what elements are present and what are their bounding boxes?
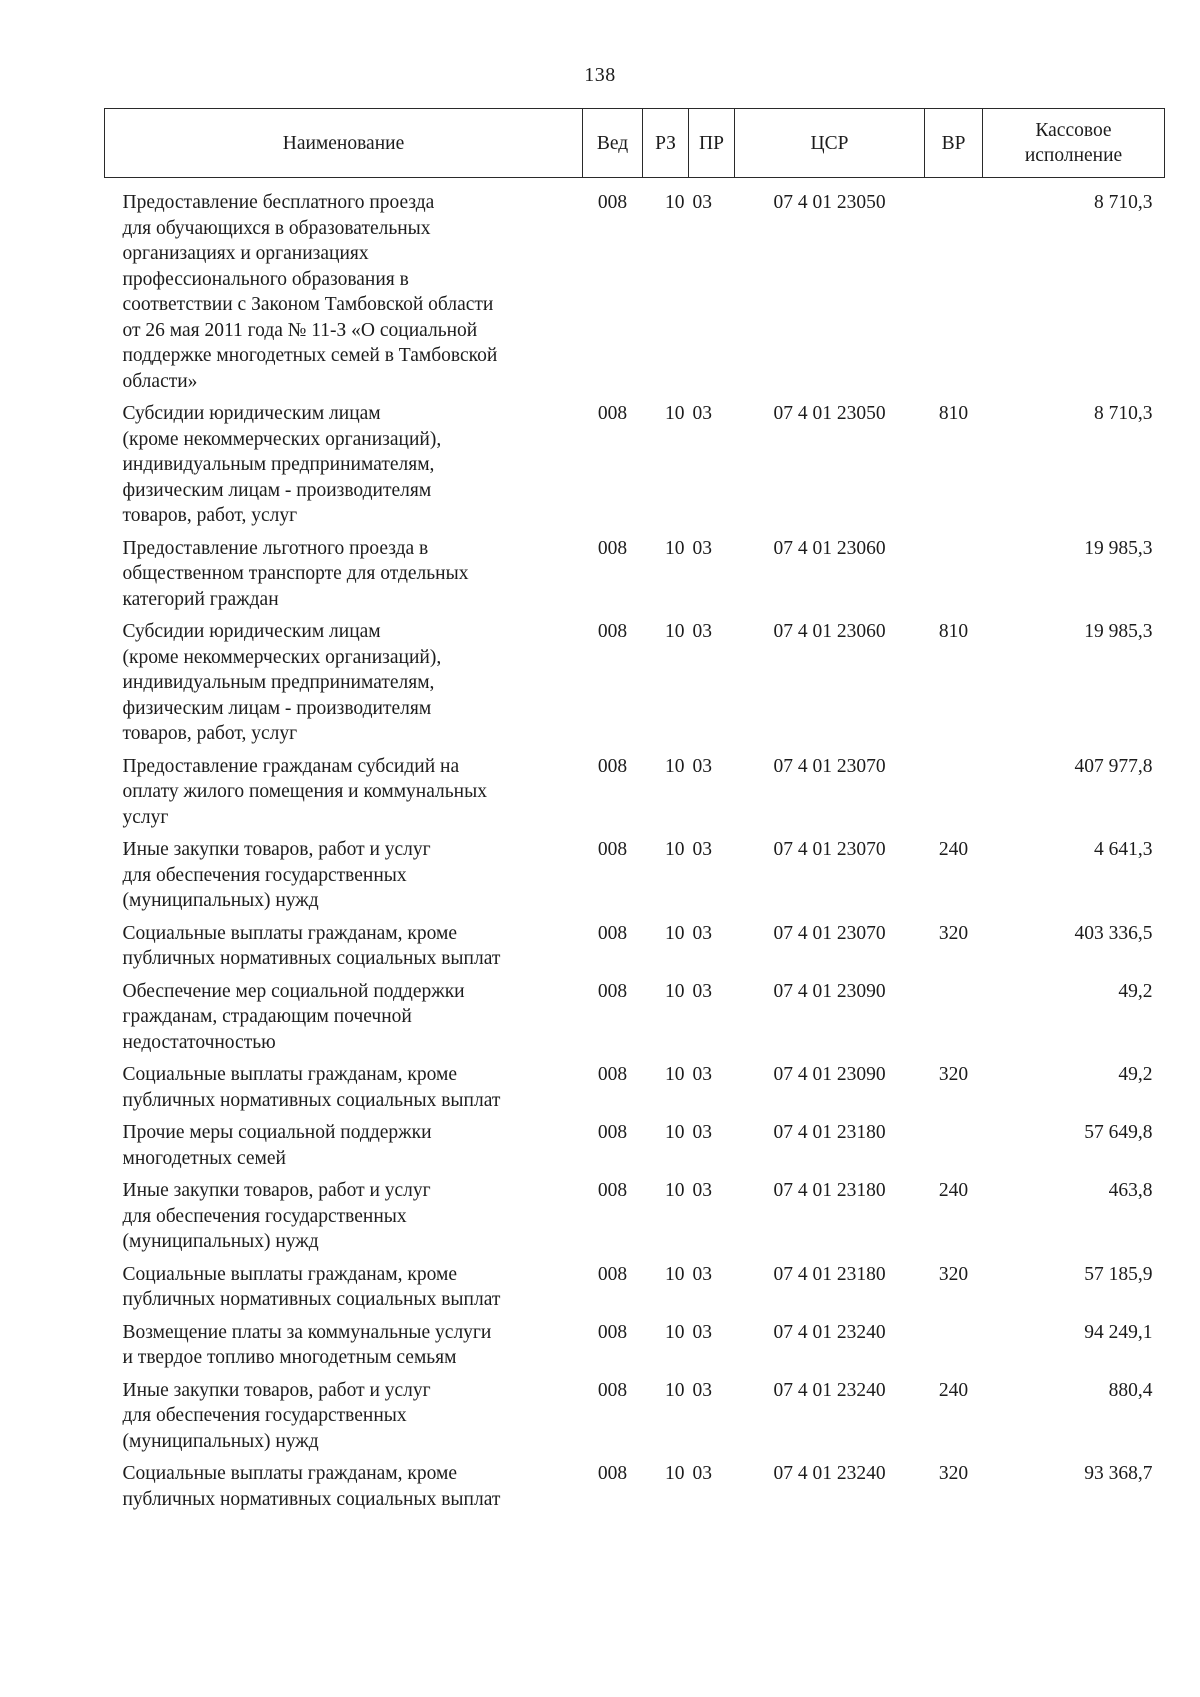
cell-vr: 240 (938, 1379, 969, 1401)
cell-ved: 008 (597, 839, 628, 860)
cell-csr: 07 4 01 23240 (773, 1379, 886, 1401)
cell-name: Предоставление бесплатного проезда для обучающихся в образовательных организациях и организациях профессионального образования в соответствии с Законом Тамбовской области от 26 мая 2011 года № 11-З «О социальной поддержке многодетных семей в Тамбовской области» (122, 192, 498, 392)
cell-vr (925, 751, 983, 835)
cell-name: Социальные выплаты гражданам, кроме публичных нормативных социальных выплат (122, 1263, 501, 1310)
cell-ved: 008 (597, 1064, 628, 1085)
cell-vr (925, 533, 983, 617)
cell-ved: 008 (597, 537, 628, 559)
cell-vr: 320 (938, 1463, 969, 1484)
cell-name: Социальные выплаты гражданам, кроме публичных нормативных социальных выплат (122, 922, 501, 969)
table-row (105, 1259, 1165, 1317)
cell-pr: 03 (692, 621, 712, 642)
cell-ved: 008 (597, 922, 628, 944)
cell-pr: 03 (692, 192, 712, 213)
cell-vr (925, 178, 983, 399)
table-body (105, 178, 1165, 1517)
cell-csr: 07 4 01 23070 (773, 755, 886, 777)
cell-ved: 008 (597, 1463, 628, 1484)
cell-sum: 93 368,7 (1084, 1463, 1153, 1484)
cell-sum: 19 985,3 (1084, 537, 1153, 559)
header-ved: Вед (583, 109, 643, 178)
header-row (105, 109, 1165, 178)
cell-rz: 10 (665, 839, 685, 860)
table-row (105, 1059, 1165, 1117)
cell-name: Иные закупки товаров, работ и услуг для обеспечения государственных (муниципальных) нужд (122, 839, 431, 911)
cell-sum: 407 977,8 (1074, 755, 1153, 777)
cell-vr (925, 976, 983, 1060)
cell-ved: 008 (597, 1180, 628, 1201)
cell-csr: 07 4 01 23180 (773, 1263, 886, 1285)
cell-name: Предоставление гражданам субсидий на оплату жилого помещения и коммунальных услуг (122, 755, 487, 828)
cell-sum: 4 641,3 (1094, 839, 1153, 860)
cell-csr: 07 4 01 23090 (773, 980, 886, 1002)
cell-sum: 49,2 (1118, 1064, 1153, 1085)
cell-vr: 810 (938, 403, 969, 424)
cell-name: Социальные выплаты гражданам, кроме публичных нормативных социальных выплат (122, 1064, 501, 1111)
cell-rz: 10 (665, 192, 685, 213)
table-row (105, 918, 1165, 976)
cell-name: Предоставление льготного проезда в общественном транспорте для отдельных категорий граждан (122, 537, 469, 610)
cell-csr: 07 4 01 23050 (773, 403, 886, 424)
cell-pr: 03 (692, 980, 712, 1002)
cell-rz: 10 (665, 1463, 685, 1484)
cell-rz: 10 (665, 922, 685, 944)
cell-pr: 03 (692, 1321, 712, 1343)
cell-csr: 07 4 01 23240 (773, 1463, 886, 1484)
table-row (105, 1317, 1165, 1375)
cell-name: Иные закупки товаров, работ и услуг для обеспечения государственных (муниципальных) нужд (122, 1379, 431, 1452)
table-header (105, 109, 1165, 178)
cell-pr: 03 (692, 1263, 712, 1285)
cell-csr: 07 4 01 23180 (773, 1180, 886, 1201)
cell-rz: 10 (665, 755, 685, 777)
cell-name: Прочие меры социальной поддержки многодетных семей (122, 1122, 432, 1169)
cell-pr: 03 (692, 755, 712, 777)
cell-pr: 03 (692, 1379, 712, 1401)
table-row (105, 616, 1165, 751)
table-row (105, 751, 1165, 835)
cell-pr: 03 (692, 839, 712, 860)
cell-vr: 320 (938, 922, 969, 944)
cell-csr: 07 4 01 23070 (773, 922, 886, 944)
cell-name: Обеспечение мер социальной поддержки гражданам, страдающим почечной недостаточностью (122, 980, 465, 1053)
cell-sum: 403 336,5 (1074, 922, 1153, 944)
cell-csr: 07 4 01 23240 (773, 1321, 886, 1343)
cell-vr: 240 (938, 839, 969, 860)
table-row (105, 1175, 1165, 1259)
table-row (105, 1375, 1165, 1459)
cell-vr: 320 (938, 1263, 969, 1285)
cell-ved: 008 (597, 621, 628, 642)
cell-sum: 8 710,3 (1094, 192, 1153, 213)
cell-sum: 19 985,3 (1084, 621, 1153, 642)
cell-ved: 008 (597, 1379, 628, 1401)
table-row (105, 1458, 1165, 1516)
budget-table (104, 108, 1165, 1516)
table-row (105, 1117, 1165, 1175)
cell-csr: 07 4 01 23060 (773, 537, 886, 559)
cell-name: Субсидии юридическим лицам (кроме некоммерческих организаций), индивидуальным предпринимателям, физическим лицам - производителям товаров, работ, услуг (122, 621, 442, 744)
cell-sum: 49,2 (1118, 980, 1153, 1002)
cell-rz: 10 (665, 1122, 685, 1143)
cell-csr: 07 4 01 23050 (773, 192, 886, 213)
cell-ved: 008 (597, 1122, 628, 1143)
cell-vr (925, 1317, 983, 1375)
cell-name: Возмещение платы за коммунальные услуги и твердое топливо многодетным семьям (122, 1321, 492, 1368)
cell-sum: 57 649,8 (1084, 1122, 1153, 1143)
cell-vr: 810 (938, 621, 969, 642)
cell-ved: 008 (597, 192, 628, 213)
table-row (105, 398, 1165, 533)
cell-rz: 10 (665, 621, 685, 642)
cell-sum: 94 249,1 (1084, 1321, 1153, 1343)
cell-pr: 03 (692, 1180, 712, 1201)
cell-pr: 03 (692, 922, 712, 944)
cell-vr (925, 1117, 983, 1175)
cell-sum: 463,8 (1108, 1180, 1153, 1201)
cell-rz: 10 (665, 1321, 685, 1343)
cell-pr: 03 (692, 537, 712, 559)
cell-rz: 10 (665, 1180, 685, 1201)
cell-csr: 07 4 01 23180 (773, 1122, 886, 1143)
cell-ved: 008 (597, 980, 628, 1002)
cell-rz: 10 (665, 1263, 685, 1285)
cell-csr: 07 4 01 23070 (773, 839, 886, 860)
table-row (105, 178, 1165, 399)
cell-name: Субсидии юридическим лицам (кроме некоммерческих организаций), индивидуальным предпринимателям, физическим лицам - производителям товаров, работ, услуг (122, 403, 442, 526)
cell-pr: 03 (692, 1064, 712, 1085)
cell-ved: 008 (597, 403, 628, 424)
cell-rz: 10 (665, 403, 685, 424)
table-row (105, 834, 1165, 918)
header-sum: Кассовое исполнение (983, 109, 1165, 178)
cell-rz: 10 (665, 537, 685, 559)
cell-pr: 03 (692, 403, 712, 424)
cell-name: Иные закупки товаров, работ и услуг для обеспечения государственных (муниципальных) нужд (122, 1180, 431, 1252)
cell-csr: 07 4 01 23090 (773, 1064, 886, 1085)
cell-vr: 240 (938, 1180, 969, 1201)
cell-pr: 03 (692, 1463, 712, 1484)
cell-csr: 07 4 01 23060 (773, 621, 886, 642)
header-rz: РЗ (643, 109, 689, 178)
cell-rz: 10 (665, 980, 685, 1002)
cell-rz: 10 (665, 1379, 685, 1401)
page-number: 138 (584, 64, 616, 86)
cell-ved: 008 (597, 755, 628, 777)
header-csr: ЦСР (735, 109, 925, 178)
cell-sum: 57 185,9 (1084, 1263, 1153, 1285)
cell-ved: 008 (597, 1263, 628, 1285)
header-name: Наименование (105, 109, 583, 178)
cell-sum: 8 710,3 (1094, 403, 1153, 424)
cell-pr: 03 (692, 1122, 712, 1143)
table-row (105, 533, 1165, 617)
table-row (105, 976, 1165, 1060)
header-vr: ВР (925, 109, 983, 178)
cell-ved: 008 (597, 1321, 628, 1343)
cell-sum: 880,4 (1108, 1379, 1153, 1401)
cell-name: Социальные выплаты гражданам, кроме публичных нормативных социальных выплат (122, 1463, 501, 1510)
cell-rz: 10 (665, 1064, 685, 1085)
header-pr: ПР (689, 109, 735, 178)
cell-vr: 320 (938, 1064, 969, 1085)
